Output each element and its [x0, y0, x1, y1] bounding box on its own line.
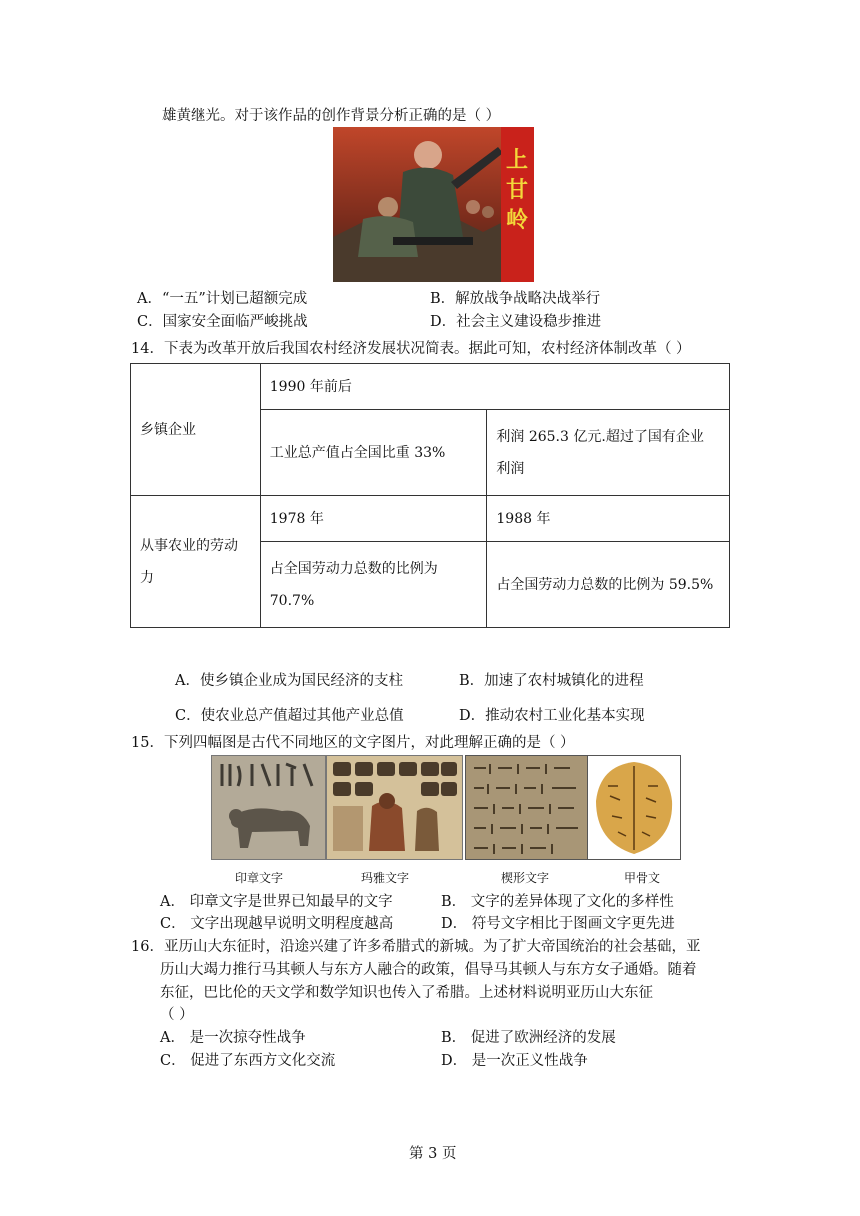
q16-answer-paren: （ ） [160, 1007, 194, 1023]
q15-stem: 15．下列四幅图是古代不同地区的文字图片，对此理解正确的是（ ） [131, 735, 575, 751]
labor-1978-line-1: 占全国劳动力总数的比例为 [269, 560, 438, 577]
table-year-1988: 1988 年 [487, 496, 730, 542]
q13-option-c: C．国家安全面临严峻挑战 [137, 314, 308, 330]
q16-line-2: 历山大竭力推行马其顿人与东方人融合的政策，倡导马其顿人与东方女子通婚。随着 [160, 962, 697, 978]
poster-char-2: 甘 [505, 178, 529, 203]
q13-option-b: B．解放战争战略决战举行 [430, 291, 601, 307]
q13-option-a: A．“一五”计划已超额完成 [137, 291, 308, 307]
poster-char-1: 上 [505, 148, 529, 173]
q16-option-a: A． 是一次掠夺性战争 [160, 1030, 306, 1046]
seal-script-image [211, 755, 326, 860]
q15-option-b: B． 文字的差异体现了文化的多样性 [441, 894, 674, 910]
profit-line-2: 利润 [496, 460, 525, 477]
q13-stem-tail: 雄黄继光。对于该作品的创作背景分析正确的是（ ） [162, 108, 501, 124]
caption-maya-script: 玛雅文字 [361, 871, 410, 885]
q16-line-3: 东征，巴比伦的天文学和数学知识也传入了希腊。上述材料说明亚历山大东征 [160, 985, 653, 1001]
table-cell-labor-1988: 占全国劳动力总数的比例为 59.5% [487, 542, 730, 628]
q16-option-c: C． 促进了东西方文化交流 [160, 1053, 336, 1069]
table-period-1990: 1990 年前后 [260, 364, 729, 410]
caption-seal-script: 印章文字 [235, 871, 284, 885]
q15-option-d: D． 符号文字相比于图画文字更先进 [441, 916, 675, 932]
table-cell-output-share: 工业总产值占全国比重 33% [260, 410, 487, 496]
table-year-1978: 1978 年 [260, 496, 487, 542]
poster-char-3: 岭 [505, 208, 529, 233]
q16-option-d: D． 是一次正义性战争 [441, 1053, 588, 1069]
q14-option-b: B．加速了农村城镇化的进程 [459, 673, 644, 689]
page-number: 第 3 页 [409, 1146, 457, 1162]
q13-option-d: D．社会主义建设稳步推进 [430, 314, 602, 330]
q16-line-1: 16．亚历山大东征时，沿途兴建了许多希腊式的新城。为了扩大帝国统治的社会基础，亚 [131, 939, 701, 955]
q14-option-d: D．推动农村工业化基本实现 [459, 708, 645, 724]
table-row-label-labor [131, 496, 261, 628]
caption-cuneiform: 楔形文字 [501, 871, 550, 885]
q14-option-a: A．使乡镇企业成为国民经济的支柱 [175, 673, 403, 689]
labor-label-line-1: 从事农业的劳动 [140, 537, 238, 554]
shanganling-poster-image [333, 127, 534, 282]
maya-script-image [326, 755, 463, 860]
table-cell-profit [487, 410, 730, 496]
q15-option-a: A． 印章文字是世界已知最早的文字 [160, 894, 393, 910]
caption-oracle-bone: 甲骨文 [624, 871, 661, 885]
q15-option-c: C． 文字出现越早说明文明程度越高 [160, 916, 394, 932]
q16-option-b: B． 促进了欧洲经济的发展 [441, 1030, 616, 1046]
cuneiform-image [465, 755, 588, 860]
table-cell-labor-1978 [260, 542, 487, 628]
labor-1978-line-2: 70.7% [269, 592, 315, 609]
labor-label-line-2: 力 [140, 569, 154, 586]
q14-stem: 14．下表为改革开放后我国农村经济发展状况简表。据此可知，农村经济体制改革（ ） [131, 341, 691, 357]
table-row-label-township: 乡镇企业 [131, 364, 261, 496]
oracle-bone-image [587, 755, 681, 860]
rural-economy-table [130, 363, 730, 628]
q14-option-c: C．使农业总产值超过其他产业总值 [175, 708, 404, 724]
profit-line-1: 利润 265.3 亿元.超过了国有企业 [496, 428, 704, 445]
